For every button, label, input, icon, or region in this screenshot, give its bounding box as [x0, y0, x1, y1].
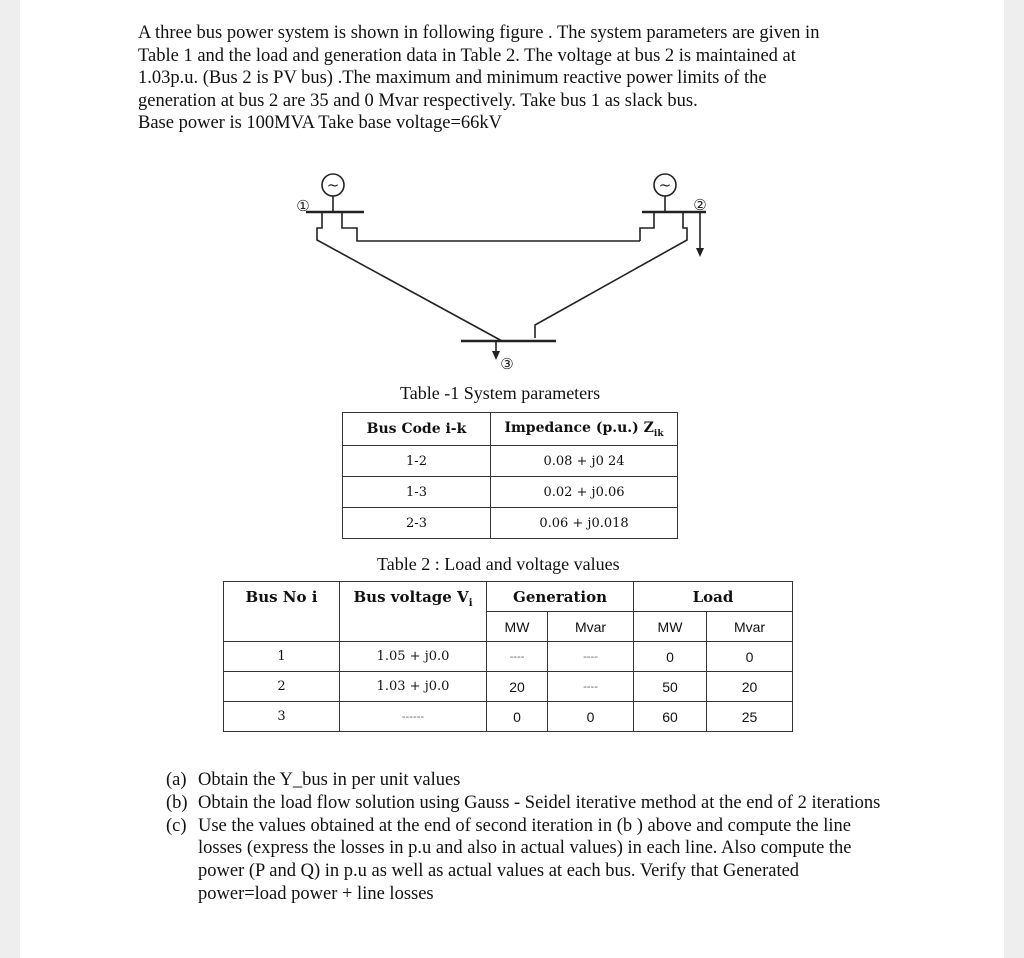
table-cell: 60	[634, 702, 707, 732]
table-1-header-bus-code: Bus Code i-k	[343, 413, 491, 446]
table-cell: 0.02 + j0.06	[491, 477, 678, 508]
bus-1-label: ①	[296, 197, 310, 215]
table-cell: 0	[548, 702, 634, 732]
table-row	[224, 642, 793, 672]
table-2-header-load-mw: MW	[634, 612, 707, 642]
table-cell: 20	[487, 672, 548, 702]
table-cell: 25	[707, 702, 793, 732]
question-b	[166, 792, 886, 815]
table-2-header-voltage: Bus voltage $V_i$	[340, 582, 487, 642]
table-cell: 1-3	[343, 477, 491, 508]
intro-line: A three bus power system is shown in following figure . The system parameters are given in	[138, 23, 820, 43]
question-text: Use the values obtained at the end of second iteration in (b ) above and compute the line losses (express the losses in p.u and also in actual values) in each line. Also compute the power (P and Q) in p.u as well as actual values at each bus. Verify that Generated power=load power + line losses	[198, 815, 852, 904]
question-text: Obtain the load flow solution using Gauss - Seidel iterative method at the end of 2 iterations	[198, 792, 881, 813]
intro-line: 1.03p.u. (Bus 2 is PV bus) .The maximum and minimum reactive power limits of the	[138, 68, 767, 88]
table-1-header-impedance: Impedance (p.u.) $Z_{ik}$	[491, 413, 678, 446]
table-cell: ----	[487, 642, 548, 672]
intro-line: generation at bus 2 are 35 and 0 Mvar respectively. Take bus 1 as slack bus.	[138, 90, 698, 111]
table-cell: 1-2	[343, 446, 491, 477]
table-row	[224, 702, 793, 732]
table-cell: 2	[224, 672, 340, 702]
bus-2-label: ②	[693, 196, 707, 214]
line-1-3	[317, 212, 502, 341]
table-2-header-load-mvar: Mvar	[707, 612, 793, 642]
table-2-header-gen-mvar: Mvar	[548, 612, 634, 642]
table-cell: 1.03 + j0.0	[340, 672, 487, 702]
generator-1-symbol: ~	[326, 176, 340, 194]
table-2-header-generation: Generation	[487, 582, 634, 612]
question-c	[166, 815, 886, 906]
line-2-3	[535, 212, 687, 338]
question-label: (a)	[166, 770, 187, 790]
three-bus-diagram	[20, 0, 1004, 380]
table-cell: 0.06 + j0.018	[491, 508, 678, 539]
bus-3-label: ③	[500, 355, 514, 373]
table-cell: 1	[224, 642, 340, 672]
question-list	[166, 769, 886, 906]
table-cell: 0	[634, 642, 707, 672]
table-1-caption: Table -1 System parameters	[400, 383, 601, 403]
table-2-caption: Table 2 : Load and voltage values	[377, 554, 620, 574]
question-text: Obtain the Y_bus in per unit values	[198, 770, 461, 790]
table-row	[343, 477, 678, 508]
table-cell: 2-3	[343, 508, 491, 539]
table-cell: 0	[707, 642, 793, 672]
table-2-header-load: Load	[634, 582, 793, 612]
table-cell: 1.05 + j0.0	[340, 642, 487, 672]
intro-line: Table 1 and the load and generation data in Table 2. The voltage at bus 2 is maintained at	[138, 45, 796, 66]
table-cell: 50	[634, 672, 707, 702]
question-label: (c)	[166, 815, 187, 836]
system-parameters-table	[342, 412, 678, 539]
table-cell: 3	[224, 702, 340, 732]
table-row	[343, 446, 678, 477]
intro-line: Base power is 100MVA Take base voltage=66kV	[138, 113, 503, 133]
table-row	[343, 508, 678, 539]
generator-2-symbol: ~	[658, 176, 672, 194]
table-cell: ------	[340, 702, 487, 732]
table-2-header-bus: Bus No i	[224, 582, 340, 642]
question-label: (b)	[166, 792, 188, 813]
table-cell: 0.08 + j0 24	[491, 446, 678, 477]
line-1-2	[342, 212, 640, 241]
load-voltage-table	[223, 581, 793, 732]
document-page	[20, 0, 1004, 958]
table-row	[224, 672, 793, 702]
table-cell: 20	[707, 672, 793, 702]
table-2-header-gen-mw: MW	[487, 612, 548, 642]
table-cell: ----	[548, 642, 634, 672]
table-cell: 0	[487, 702, 548, 732]
question-a	[166, 769, 886, 792]
table-cell: ----	[548, 672, 634, 702]
